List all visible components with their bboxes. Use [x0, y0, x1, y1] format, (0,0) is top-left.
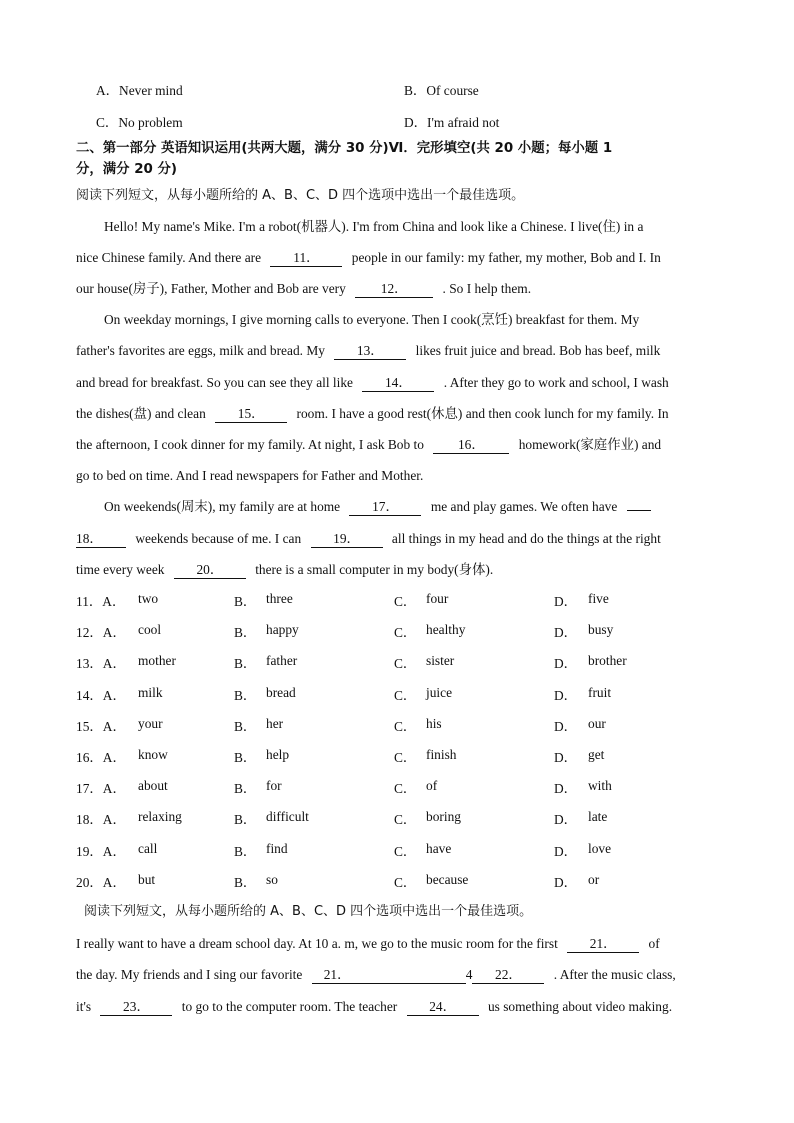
- option-c[interactable]: four: [426, 591, 449, 606]
- blank-24[interactable]: 24．: [407, 999, 479, 1016]
- text: all things in my head and do the things at the right: [391, 531, 661, 546]
- option-b[interactable]: happy: [266, 622, 299, 637]
- option-b-label: B．: [234, 625, 257, 640]
- question-row: [76, 716, 736, 736]
- option-d[interactable]: with: [588, 778, 612, 793]
- option-a[interactable]: relaxing: [138, 809, 182, 824]
- option-a[interactable]: milk: [138, 685, 163, 700]
- text: the dishes(盘) and clean: [76, 406, 206, 421]
- question-number: 16．A．: [76, 750, 126, 765]
- text: likes fruit juice and bread. Bob has beef, milk: [415, 343, 661, 358]
- option-d-label: D．: [554, 781, 578, 796]
- blank-17[interactable]: 17．: [349, 499, 421, 516]
- option-a[interactable]: about: [138, 778, 168, 793]
- text: and bread for breakfast. So you can see they all like: [76, 375, 354, 390]
- text: weekends because of me. I can: [135, 531, 302, 546]
- text: . So I help them.: [442, 281, 532, 296]
- option-d-label: D．: [554, 656, 578, 671]
- option-a[interactable]: mother: [138, 653, 176, 668]
- blank-21-song[interactable]: 21．: [312, 967, 466, 984]
- question-number: 20．A．: [76, 875, 126, 890]
- passage1-p1-line2: [76, 248, 720, 268]
- option-a-never-mind: A．Never mind: [96, 83, 183, 98]
- option-c[interactable]: boring: [426, 809, 461, 824]
- passage1-p3-line2: [76, 529, 720, 549]
- text: to go to the computer room. The teacher: [181, 999, 398, 1014]
- text: room. I have a good rest(休息) and then cook lunch for my family. In: [296, 406, 669, 421]
- blank-13[interactable]: 13．: [334, 343, 406, 360]
- option-c[interactable]: of: [426, 778, 438, 793]
- passage1-p2-line2: [76, 341, 720, 361]
- question-row: [76, 591, 736, 611]
- option-c[interactable]: because: [426, 872, 469, 887]
- question-number: 12．A．: [76, 625, 126, 640]
- passage2-line1: [76, 934, 720, 954]
- text: us something about video making.: [487, 999, 673, 1014]
- question-number: 18．A．: [76, 812, 126, 827]
- text: nice Chinese family. And there are: [76, 250, 262, 265]
- instruction-1: 阅读下列短文，从每小题所给的 A、B、C、D 四个选项中选出一个最佳选项。: [76, 188, 525, 203]
- question-row: [76, 809, 736, 829]
- option-b-label: B．: [234, 750, 257, 765]
- text: time every week: [76, 562, 165, 577]
- text: . After they go to work and school, I wash: [443, 375, 669, 390]
- option-d-label: D．: [554, 688, 578, 703]
- passage1-p2-line5: [76, 435, 720, 455]
- question-row: [76, 685, 736, 705]
- option-a[interactable]: cool: [138, 622, 162, 637]
- text: people in our family: my father, my mother, Bob and I. In: [351, 250, 661, 265]
- option-b[interactable]: difficult: [266, 809, 309, 824]
- passage1-p2-line4: [76, 404, 720, 424]
- question-row: [76, 653, 736, 673]
- option-b-label: B．: [234, 594, 257, 609]
- option-d-afraid-not: D．I'm afraid not: [404, 115, 500, 130]
- text: . After the music class,: [553, 967, 676, 982]
- option-d-label: D．: [554, 844, 578, 859]
- option-a[interactable]: know: [138, 747, 168, 762]
- option-d[interactable]: get: [588, 747, 605, 762]
- option-b-label: B．: [234, 875, 257, 890]
- option-d[interactable]: late: [588, 809, 608, 824]
- text: the day. My friends and I sing our favorite: [76, 967, 303, 982]
- option-c-label: C．: [394, 844, 417, 859]
- option-d-label: D．: [554, 875, 578, 890]
- text: of: [648, 936, 660, 951]
- passage1-p2-line6: go to bed on time. And I read newspapers for Father and Mother.: [76, 468, 424, 483]
- text: 4: [465, 967, 473, 982]
- option-d-label: D．: [554, 719, 578, 734]
- question-row: [76, 872, 736, 892]
- option-b[interactable]: find: [266, 841, 288, 856]
- option-b[interactable]: bread: [266, 685, 296, 700]
- blank-18[interactable]: 18．: [76, 531, 126, 548]
- option-a[interactable]: call: [138, 841, 158, 856]
- question-number: 19．A．: [76, 844, 126, 859]
- blank-22[interactable]: 22．: [472, 967, 544, 984]
- passage2-line2: [76, 965, 720, 985]
- text: our house(房子), Father, Mother and Bob are very: [76, 281, 346, 296]
- blank-11[interactable]: 11．: [270, 250, 342, 267]
- option-b[interactable]: father: [266, 653, 298, 668]
- option-b[interactable]: her: [266, 716, 284, 731]
- option-c[interactable]: finish: [426, 747, 457, 762]
- question-number: 11．A．: [76, 594, 126, 609]
- blank-12[interactable]: 12．: [355, 281, 433, 298]
- question-row: [76, 778, 736, 798]
- option-b-label: B．: [234, 844, 257, 859]
- blank-14[interactable]: 14．: [362, 375, 434, 392]
- option-c[interactable]: sister: [426, 653, 455, 668]
- option-d-label: D．: [554, 812, 578, 827]
- instruction-2: 阅读下列短文，从每小题所给的 A、B、C、D 四个选项中选出一个最佳选项。: [84, 904, 533, 919]
- option-c-label: C．: [394, 812, 417, 827]
- passage1-p3-line3: [76, 560, 720, 580]
- text: it's: [76, 999, 92, 1014]
- option-d-label: D．: [554, 625, 578, 640]
- option-c[interactable]: juice: [426, 685, 453, 700]
- option-d[interactable]: five: [588, 591, 609, 606]
- option-b[interactable]: three: [266, 591, 293, 606]
- blank-16[interactable]: 16．: [433, 437, 509, 454]
- text: I really want to have a dream school day. At 10 a. m, we go to the music room for the first: [76, 936, 558, 951]
- text: me and play games. We often have: [430, 499, 618, 514]
- section-header-line1: 二、第一部分 英语知识运用(共两大题，满分 30 分)Ⅵ．完形填空(共 20 小题；每小题 1: [76, 141, 613, 156]
- option-c-label: C．: [394, 719, 417, 734]
- passage1-p3-line1: [104, 497, 720, 517]
- option-d[interactable]: brother: [588, 653, 627, 668]
- option-b-label: B．: [234, 719, 257, 734]
- question-row: [76, 622, 736, 642]
- option-a[interactable]: your: [138, 716, 163, 731]
- option-d[interactable]: our: [588, 716, 606, 731]
- text: homework(家庭作业) and: [518, 437, 662, 452]
- blank-18-start: [627, 510, 651, 511]
- option-b[interactable]: for: [266, 778, 282, 793]
- option-d[interactable]: fruit: [588, 685, 612, 700]
- option-a[interactable]: two: [138, 591, 159, 606]
- passage2-line3: [76, 997, 720, 1017]
- question-number: 13．A．: [76, 656, 126, 671]
- option-c-no-problem: C．No problem: [96, 115, 183, 130]
- option-c-label: C．: [394, 875, 417, 890]
- option-c-label: C．: [394, 625, 417, 640]
- passage1-p1-line3: [76, 279, 720, 299]
- question-number: 15．A．: [76, 719, 126, 734]
- option-d[interactable]: love: [588, 841, 612, 856]
- section-header-line2: 分，满分 20 分): [76, 162, 178, 177]
- option-a[interactable]: but: [138, 872, 156, 887]
- text: On weekends(周末), my family are at home: [104, 499, 341, 514]
- question-row: [76, 841, 736, 861]
- question-row: [76, 747, 736, 767]
- option-b-label: B．: [234, 812, 257, 827]
- option-d-label: D．: [554, 594, 578, 609]
- question-number: 17．A．: [76, 781, 126, 796]
- passage1-p1-line1: Hello! My name's Mike. I'm a robot(机器人). I'm from China and look like a Chinese. I live(住) in a: [104, 219, 644, 234]
- option-b-of-course: B．Of course: [404, 83, 479, 98]
- option-c-label: C．: [394, 750, 417, 765]
- option-b[interactable]: so: [266, 872, 278, 887]
- blank-23[interactable]: 23．: [100, 999, 172, 1016]
- option-d[interactable]: busy: [588, 622, 614, 637]
- text: father's favorites are eggs, milk and bread. My: [76, 343, 325, 358]
- option-c-label: C．: [394, 688, 417, 703]
- option-b-label: B．: [234, 656, 257, 671]
- blank-15[interactable]: 15．: [215, 406, 287, 423]
- blank-19[interactable]: 19．: [311, 531, 383, 548]
- option-c-label: C．: [394, 594, 417, 609]
- option-c-label: C．: [394, 656, 417, 671]
- text: there is a small computer in my body(身体).: [255, 562, 494, 577]
- option-b[interactable]: help: [266, 747, 290, 762]
- option-c[interactable]: his: [426, 716, 442, 731]
- passage1-p2-line1: On weekday mornings, I give morning calls to everyone. Then I cook(烹饪) breakfast for them. My: [104, 312, 640, 327]
- option-c[interactable]: healthy: [426, 622, 466, 637]
- option-b-label: B．: [234, 781, 257, 796]
- option-d-label: D．: [554, 750, 578, 765]
- blank-21[interactable]: 21．: [567, 936, 639, 953]
- option-c[interactable]: have: [426, 841, 452, 856]
- text: the afternoon, I cook dinner for my family. At night, I ask Bob to: [76, 437, 424, 452]
- question-number: 14．A．: [76, 688, 126, 703]
- option-b-label: B．: [234, 688, 257, 703]
- blank-20[interactable]: 20．: [174, 562, 246, 579]
- option-d[interactable]: or: [588, 872, 600, 887]
- passage1-p2-line3: [76, 373, 720, 393]
- option-c-label: C．: [394, 781, 417, 796]
